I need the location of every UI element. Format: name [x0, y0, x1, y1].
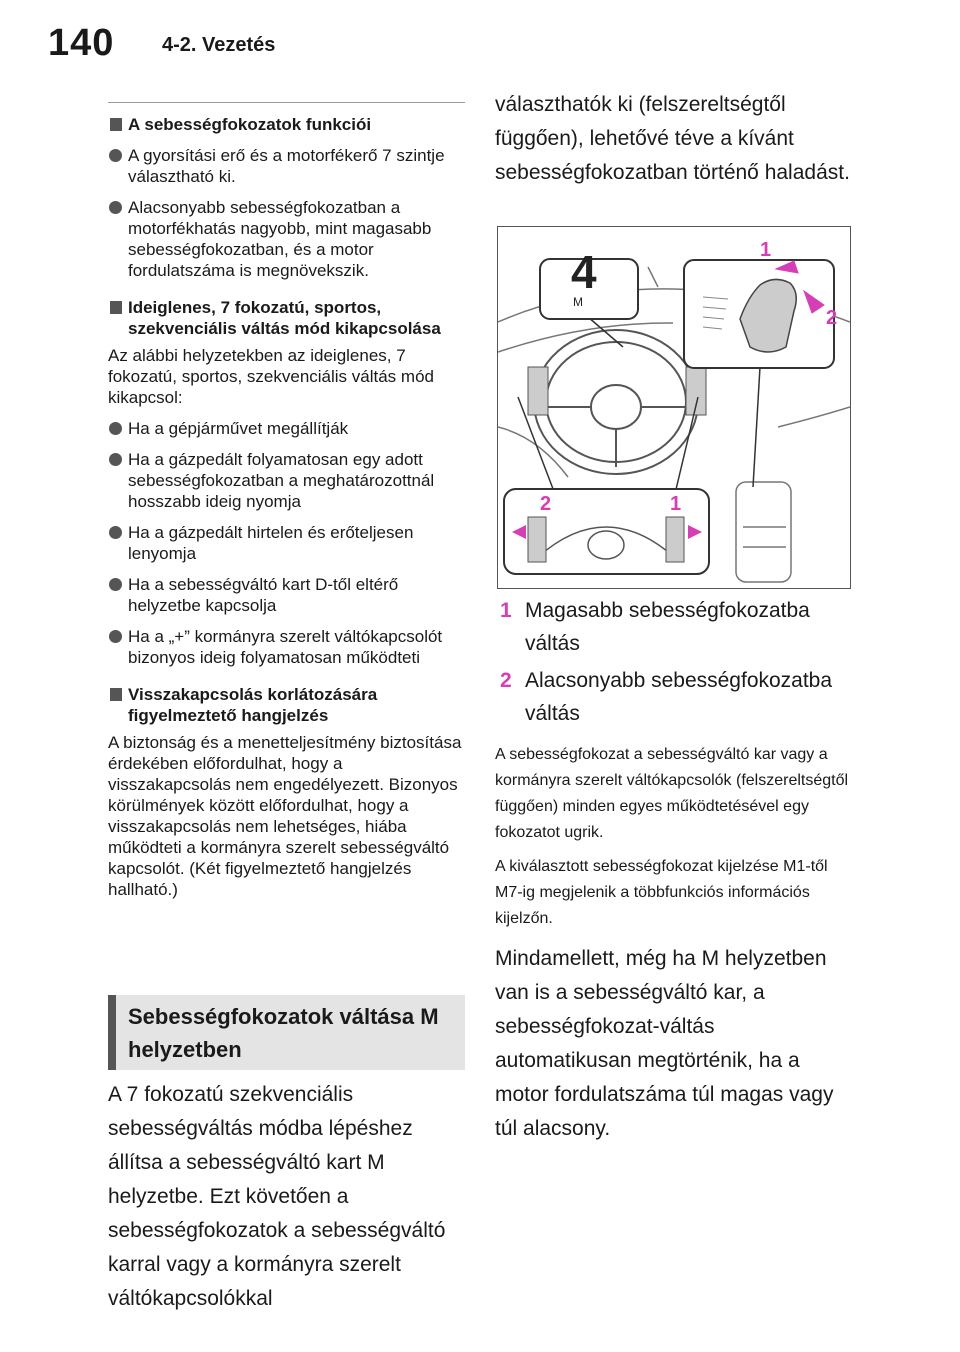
section-title: 4-2. Vezetés	[162, 34, 276, 56]
list-item: Ha a sebességváltó kart D-től eltérő helyzetbe kapcsolja	[108, 574, 468, 616]
heading-mode-cancel: Ideiglenes, 7 fokozatú, sportos, szekvenciális váltás mód kikapcsolása	[108, 297, 468, 339]
section-banner: Sebességfokozatok váltása M helyzetben	[108, 995, 465, 1070]
right-column	[495, 88, 853, 190]
callout-1: 1	[760, 239, 772, 261]
divider	[108, 102, 465, 103]
list-item: A gyorsítási erő és a motorfékerő 7 szintje választható ki.	[108, 145, 468, 187]
illustration-svg	[498, 227, 850, 588]
paragraph: A sebességfokozat a sebességváltó kar vagy a kormányra szerelt váltókapcsolók (felszereltségtől függően) minden egyes működtetésével egy fokozatot ugrik.	[495, 746, 849, 841]
list-item	[495, 594, 853, 660]
display-mode: M	[573, 295, 583, 309]
list-item: Ha a gázpedált folyamatosan egy adott sebességfokozatban a meghatározottnál hosszabb ideig nyomja	[108, 449, 468, 512]
item-text: Magasabb sebességfokozatba váltás	[525, 599, 810, 655]
display-gear: 4	[571, 246, 597, 298]
callout-2-paddle: 2	[540, 493, 552, 515]
shift-illustration	[497, 226, 851, 589]
right-column-lower	[495, 594, 853, 1146]
paragraph: választhatók ki (felszereltségtől függően), lehetővé téve a kívánt sebességfokozatban történő haladást.	[495, 93, 850, 184]
item-number: 1	[500, 599, 512, 622]
paragraph: Az alábbi helyzetekben az ideiglenes, 7 fokozatú, sportos, szekvenciális váltás mód kikapcsol:	[108, 346, 434, 407]
heading-gear-functions: A sebességfokozatok funkciói	[108, 114, 468, 135]
page-header	[0, 0, 960, 80]
list-item: Ha a „+” kormányra szerelt váltókapcsolót bizonyos ideig folyamatosan működteti	[108, 626, 468, 668]
heading-downshift-warning: Visszakapcsolás korlátozására figyelmeztető hangjelzés	[108, 684, 468, 726]
paragraph: A biztonság és a menetteljesítmény biztosítása érdekében előfordulhat, hogy a visszakapcsolás nem engedélyezett. Bizonyos körülmények között előfordulhat, hogy a visszakapcsolás nem lehetséges, hiába működteti a kormányra szerelt sebességváltó kapcsolót. (Két figyelmeztető hangjelzés hallható.)	[108, 733, 462, 899]
page-number: 140	[48, 22, 115, 64]
left-column	[108, 108, 468, 900]
list-item: Ha a gázpedált hirtelen és erőteljesen lenyomja	[108, 522, 468, 564]
callout-1-paddle: 1	[670, 493, 682, 515]
paragraph: Mindamellett, még ha M helyzetben van is a sebességváltó kar, a sebességfokozat-váltás automatikusan megtörténik, ha a motor fordulatszáma túl magas vagy túl alacsony.	[495, 947, 834, 1140]
paragraph: A 7 fokozatú szekvenciális sebességváltás módba lépéshez állítsa a sebességváltó kart M helyzetbe. Ezt követően a sebességfokozatok a sebességváltó karral vagy a kormányra szerelt váltókapcsolókkal	[108, 1083, 446, 1310]
list-item: Ha a gépjárművet megállítják	[108, 418, 468, 439]
callout-2: 2	[826, 307, 838, 329]
paragraph: A kiválasztott sebességfokozat kijelzése M1-től M7-ig megjelenik a többfunkciós információs kijelzőn.	[495, 858, 828, 927]
item-number: 2	[500, 669, 512, 692]
list-item: Alacsonyabb sebességfokozatban a motorfékhatás nagyobb, mint magasabb sebességfokozatban, és a motor fordulatszáma is megnövekszik.	[108, 197, 468, 281]
item-text: Alacsonyabb sebességfokozatba váltás	[525, 669, 833, 725]
list-item	[495, 664, 853, 730]
